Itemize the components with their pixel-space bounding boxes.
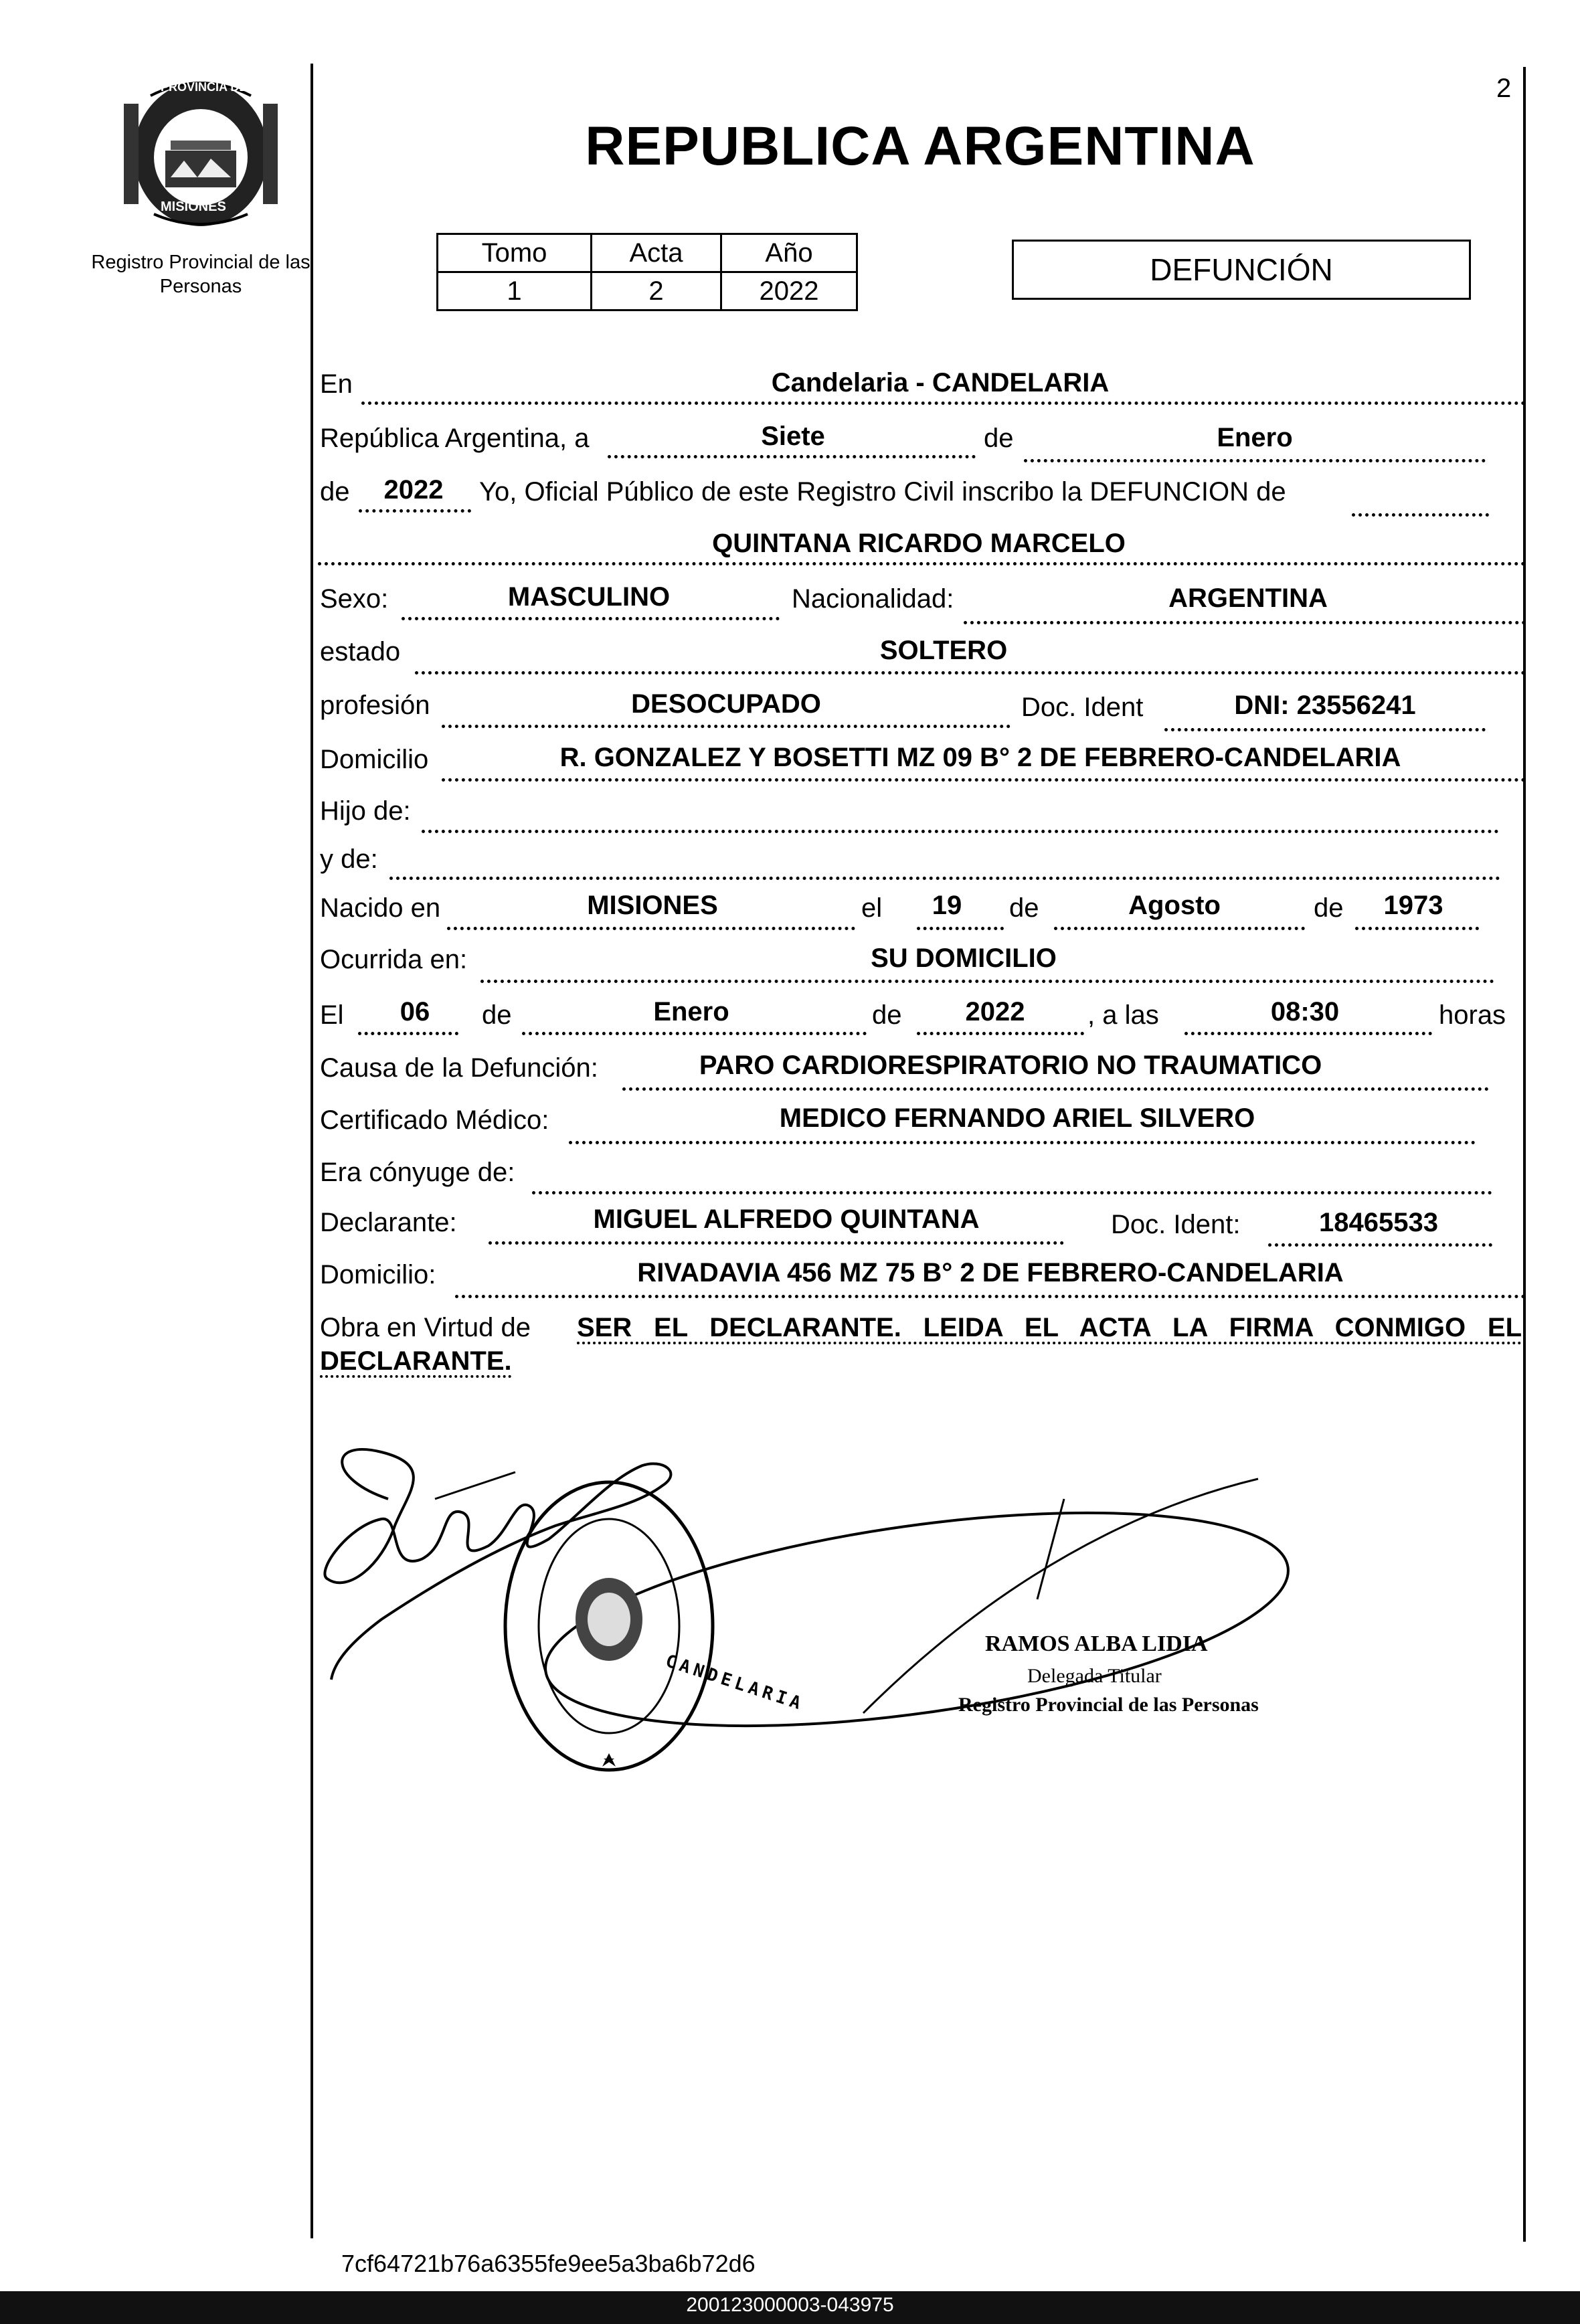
field-nacido-en: MISIONES — [587, 891, 718, 920]
dotted-line — [442, 778, 1526, 782]
label-domicilio-declarante: Domicilio: — [320, 1260, 436, 1289]
label-hijo-de: Hijo de: — [320, 796, 411, 826]
label-el-nac: el — [861, 893, 883, 923]
label-de: de — [984, 424, 1014, 453]
field-sexo: MASCULINO — [507, 582, 671, 612]
label-estado: estado — [320, 637, 401, 666]
dotted-line — [1355, 927, 1479, 930]
field-ocurrida-en: SU DOMICILIO — [871, 944, 1057, 973]
label-en: En — [320, 369, 353, 399]
official-signature-oval — [533, 1474, 1301, 1764]
barcode-number: 200123000003-043975 — [686, 2294, 894, 2316]
field-declarante-doc: 18465533 — [1319, 1208, 1438, 1237]
dotted-line — [442, 725, 1011, 728]
label-de-fallec-2: de — [872, 1000, 902, 1030]
field-declarante: MIGUEL ALFREDO QUINTANA — [593, 1204, 980, 1234]
label-ocurrida-en: Ocurrida en: — [320, 945, 468, 974]
field-mes: Enero — [1217, 423, 1293, 452]
field-fallec-anio: 2022 — [965, 997, 1025, 1026]
field-certificado: MEDICO FERNANDO ARIEL SILVERO — [779, 1103, 1255, 1133]
label-certificado: Certificado Médico: — [320, 1105, 549, 1135]
label-de-2: de — [320, 477, 350, 507]
dotted-line — [917, 1032, 1084, 1035]
dotted-line — [480, 980, 1494, 983]
label-domicilio: Domicilio — [320, 745, 429, 774]
dotted-line — [569, 1141, 1476, 1144]
label-doc-ident-declarante: Doc. Ident: — [1111, 1210, 1241, 1239]
dotted-line — [455, 1295, 1526, 1298]
left-margin-line — [311, 64, 313, 2238]
label-y-de: y de: — [320, 844, 378, 874]
official-org: Registro Provincial de las Personas — [958, 1694, 1259, 1716]
dotted-line — [318, 562, 1526, 565]
field-domicilio: R. GONZALEZ Y BOSETTI MZ 09 B° 2 DE FEBRERO-CANDELARIA — [559, 743, 1401, 772]
label-nacionalidad: Nacionalidad: — [792, 584, 954, 614]
label-de-fallec: de — [482, 1000, 512, 1030]
label-declarante: Declarante: — [320, 1208, 457, 1237]
page-number: 2 — [1496, 74, 1512, 103]
tomo-acta-anio-table — [436, 233, 858, 311]
dotted-line — [1164, 728, 1486, 731]
dotted-line — [447, 927, 855, 930]
document-title: REPUBLICA ARGENTINA — [585, 116, 1255, 177]
table-header-acta: Acta — [592, 234, 721, 272]
field-profesion: DESOCUPADO — [631, 689, 821, 719]
record-type-box: DEFUNCIÓN — [1012, 240, 1471, 300]
dotted-line — [522, 1032, 867, 1035]
table-header-anio: Año — [721, 234, 857, 272]
label-el: El — [320, 1000, 344, 1030]
label-yo-oficial: Yo, Oficial Público de este Registro Civil inscribo la DEFUNCION de — [479, 477, 1286, 507]
dotted-line — [1268, 1243, 1492, 1247]
label-de-nac-2: de — [1314, 893, 1344, 923]
signature-and-stamp — [288, 1419, 1358, 1793]
dotted-line — [1024, 459, 1486, 462]
dotted-line — [964, 621, 1526, 624]
dotted-line — [622, 1087, 1489, 1091]
field-obra-line2: DECLARANTE. — [320, 1346, 512, 1376]
field-causa: PARO CARDIORESPIRATORIO NO TRAUMATICO — [699, 1051, 1322, 1080]
field-doc-ident: DNI: 23556241 — [1234, 691, 1416, 720]
dotted-line — [608, 455, 976, 458]
table-value-tomo: 1 — [438, 272, 592, 310]
dotted-line — [489, 1241, 1064, 1245]
org-name: Registro Provincial de las Personas — [91, 252, 311, 297]
table-value-acta: 2 — [592, 272, 721, 310]
crest-text-bottom: MISIONES — [161, 199, 226, 214]
label-conyuge: Era cónyuge de: — [320, 1158, 515, 1187]
field-nac-mes: Agosto — [1128, 891, 1221, 920]
field-nac-anio: 1973 — [1383, 891, 1443, 920]
field-dia-letras: Siete — [761, 422, 825, 451]
field-nombre-fallecido: QUINTANA RICARDO MARCELO — [712, 529, 1126, 558]
field-lugar: Candelaria - CANDELARIA — [771, 368, 1110, 397]
document-hash: 7cf64721b76a6355fe9ee5a3ba6b72d6 — [341, 2250, 756, 2277]
dotted-line — [361, 401, 1526, 405]
label-profesion: profesión — [320, 691, 430, 720]
label-a-las: , a las — [1087, 1000, 1159, 1030]
dotted-line — [415, 671, 1526, 675]
field-fallec-dia: 06 — [400, 997, 430, 1026]
stamp-center-text: CANDELARIA — [663, 1651, 807, 1715]
label-nacido-en: Nacido en — [320, 893, 441, 923]
label-de-nac: de — [1009, 893, 1039, 923]
dotted-line — [917, 927, 1004, 930]
dotted-line — [422, 830, 1499, 833]
field-nac-dia: 19 — [932, 891, 962, 920]
dotted-line — [358, 1032, 458, 1035]
official-role: Delegada Titular — [1027, 1665, 1162, 1687]
label-obra-en-virtud: Obra en Virtud de — [320, 1313, 531, 1342]
field-anio: 2022 — [383, 475, 444, 505]
label-doc-ident: Doc. Ident — [1021, 693, 1144, 722]
field-fallec-mes: Enero — [653, 997, 729, 1026]
label-sexo: Sexo: — [320, 584, 389, 614]
field-obra-line1: SER EL DECLARANTE. LEIDA EL ACTA LA FIRMA CONMIGO EL — [577, 1313, 1522, 1342]
field-estado: SOLTERO — [879, 636, 1008, 665]
official-name: RAMOS ALBA LIDIA — [985, 1631, 1208, 1656]
dotted-line — [389, 877, 1500, 880]
field-hora: 08:30 — [1270, 997, 1340, 1026]
field-nacionalidad: ARGENTINA — [1168, 584, 1328, 613]
dotted-line — [532, 1191, 1492, 1194]
label-horas: horas — [1439, 1000, 1506, 1030]
label-republica: República Argentina, a — [320, 424, 590, 453]
right-margin-line — [1523, 67, 1526, 2242]
dotted-line — [1184, 1032, 1432, 1035]
dotted-line — [1352, 513, 1489, 517]
crest-text-top: PROVINCIA DE — [161, 80, 248, 94]
field-declarante-domicilio: RIVADAVIA 456 MZ 75 B° 2 DE FEBRERO-CANDELARIA — [637, 1258, 1344, 1287]
dotted-line — [1054, 927, 1305, 930]
dotted-line — [402, 617, 780, 620]
table-value-anio: 2022 — [721, 272, 857, 310]
table-header-tomo: Tomo — [438, 234, 592, 272]
label-causa: Causa de la Defunción: — [320, 1053, 598, 1083]
dotted-line — [359, 509, 471, 513]
